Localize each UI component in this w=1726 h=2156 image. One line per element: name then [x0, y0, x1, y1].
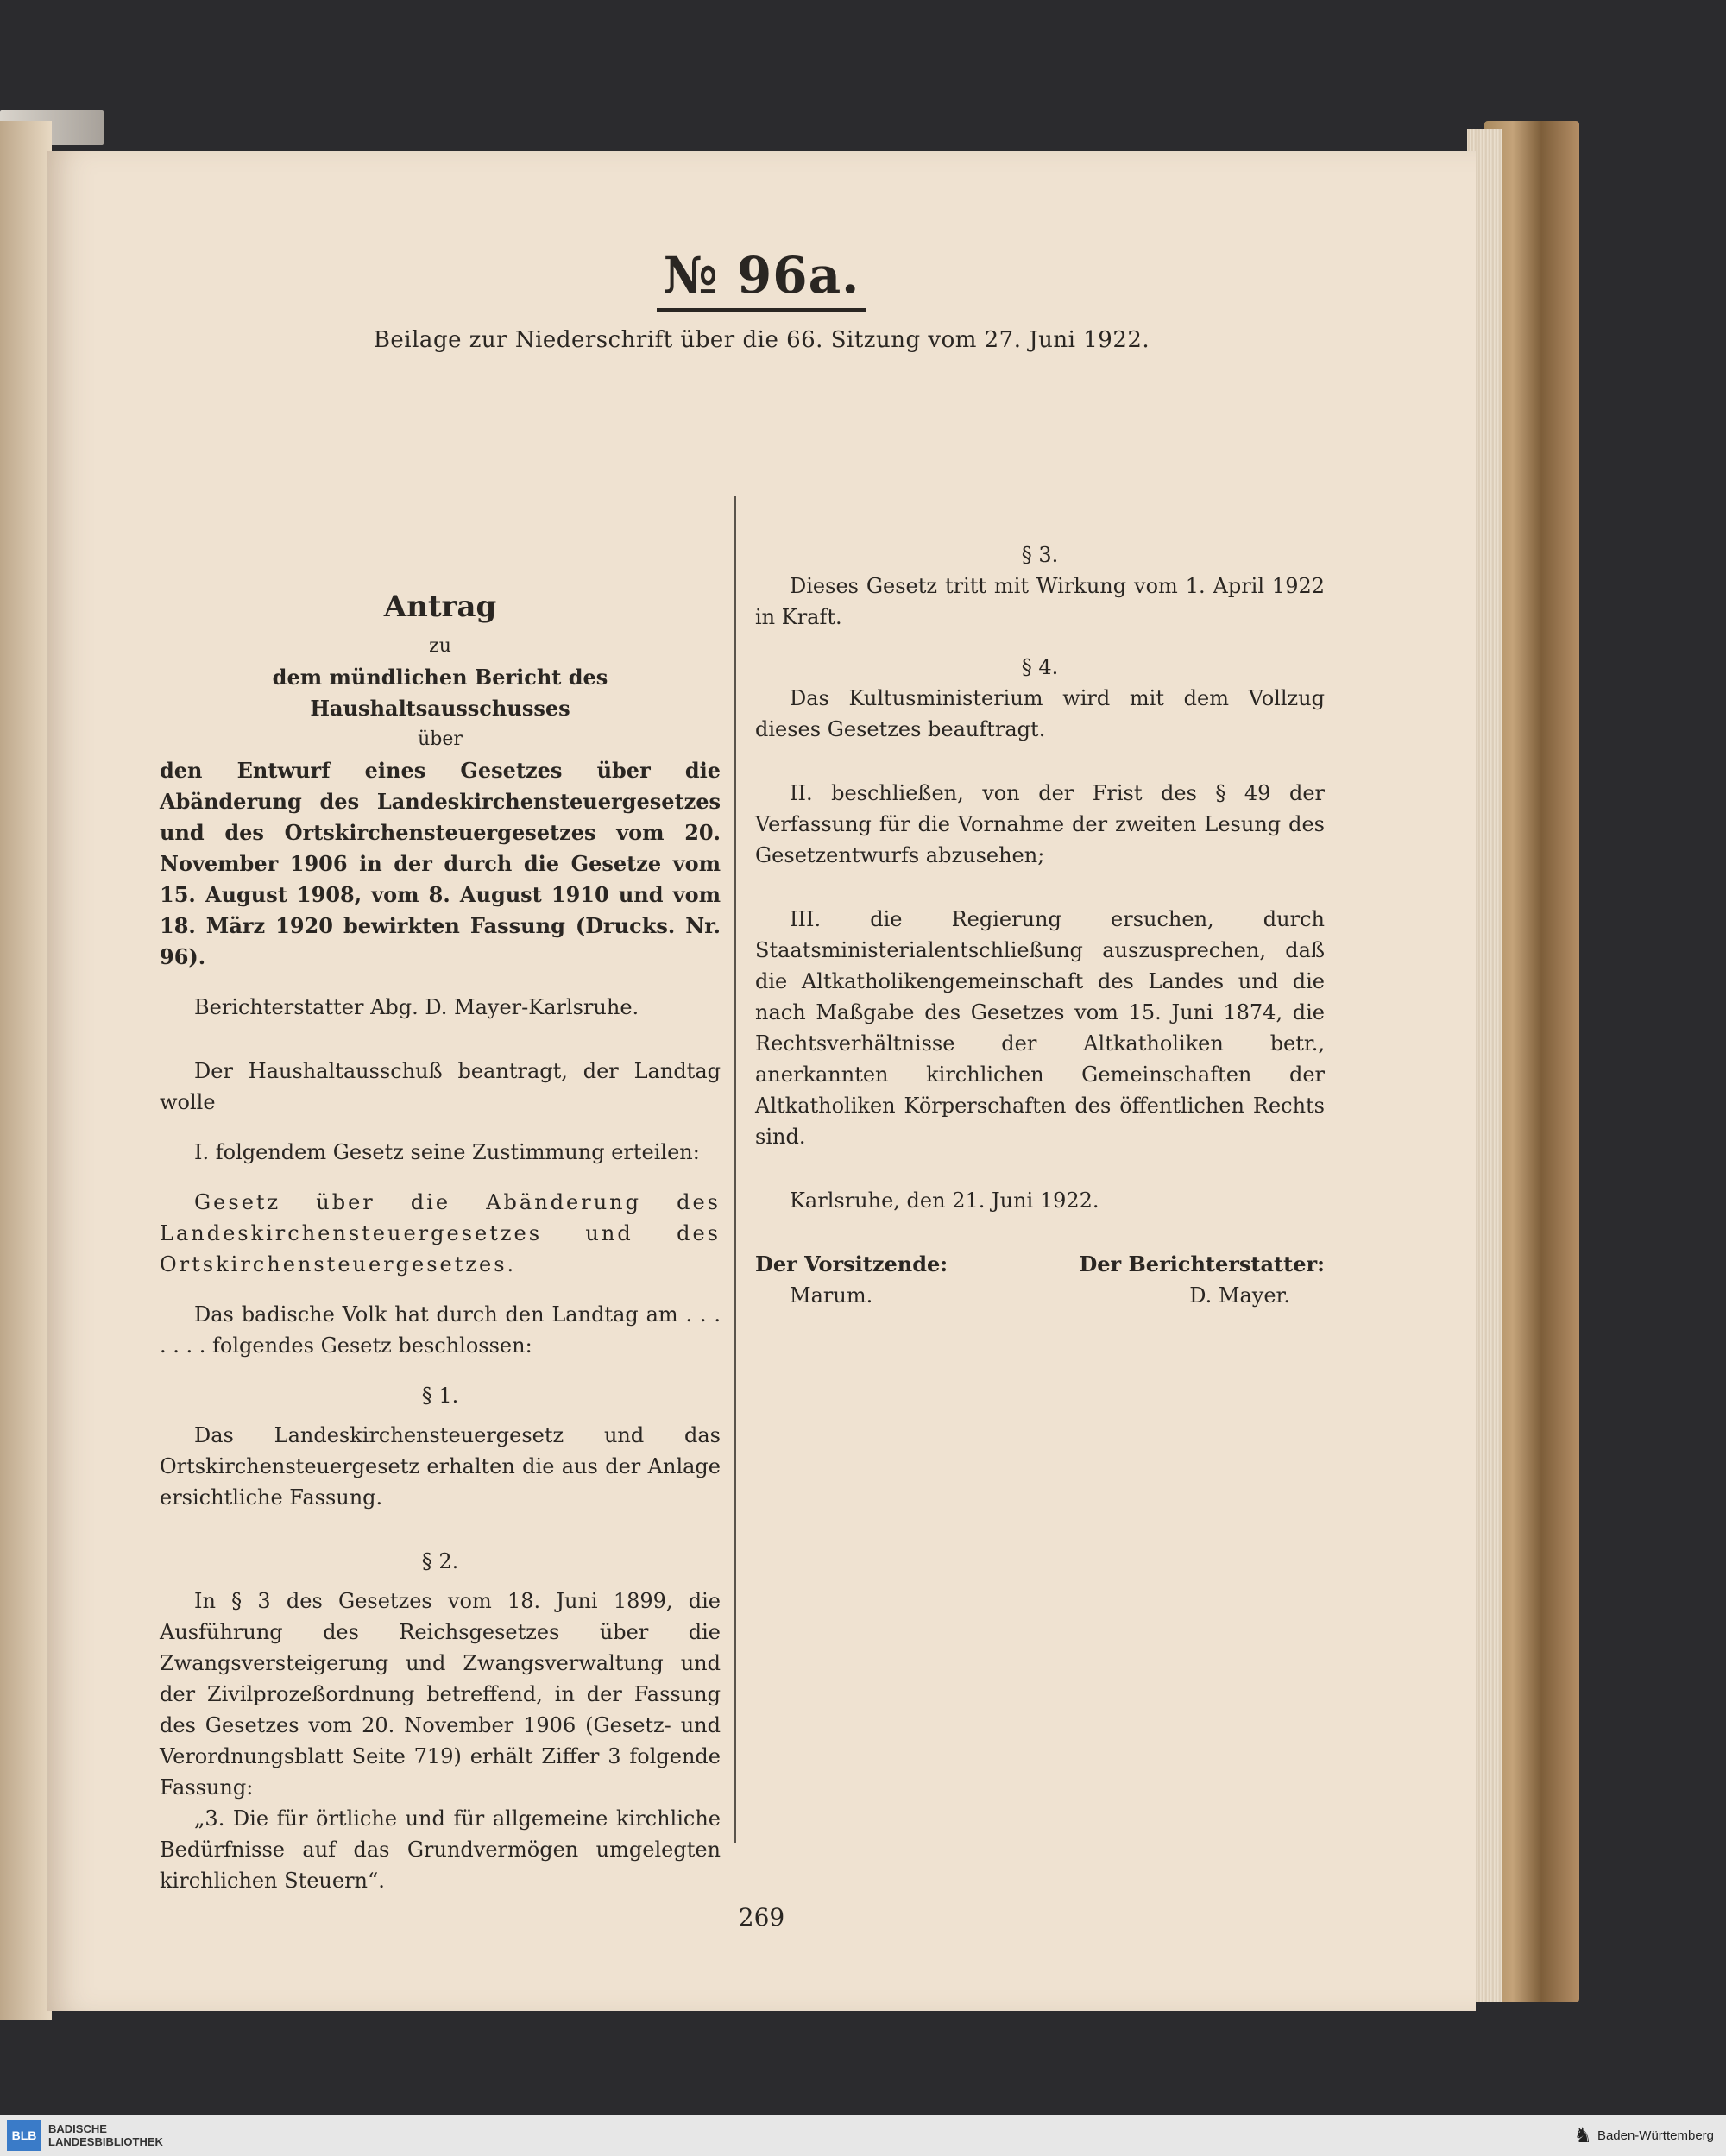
signature-labels — [755, 1249, 1325, 1280]
left-page-edge — [0, 121, 52, 2020]
right-column — [755, 539, 1325, 1311]
blb-logo-icon: BLB — [7, 2120, 41, 2151]
rapporteur-name: D. Mayer. — [1189, 1283, 1290, 1308]
signature-names — [755, 1280, 1325, 1311]
document-subtitle: Beilage zur Niederschrift über die 66. Sitzung vom 27. Juni 1922. — [373, 327, 1150, 353]
rapporteur-label: Der Berichterstatter: — [1079, 1251, 1325, 1277]
paragraph-1-heading: § 1. — [421, 1384, 459, 1408]
paragraph-2-quote: „3. Die für örtliche und für allgemeine kirchliche Bedürfnisse auf das Grundvermögen umgelegten kirchlichen Steuern“. — [160, 1806, 721, 1893]
paragraph-3-text: Dieses Gesetz tritt mit Wirkung vom 1. April 1922 in Kraft. — [755, 574, 1325, 629]
place-date: Karlsruhe, den 21. Juni 1922. — [790, 1188, 1099, 1213]
document-page — [47, 151, 1476, 2011]
chairman-name: Marum. — [790, 1283, 873, 1308]
paragraph-3-heading: § 3. — [1021, 543, 1059, 567]
footer-bar — [0, 2115, 1726, 2156]
bw-label: Baden-Württemberg — [1597, 2128, 1714, 2143]
paragraph-2-text: In § 3 des Gesetzes vom 18. Juni 1899, die Ausführung des Reichsgesetzes über die Zwangsversteigerung und Zwangsverwaltung und der Zivilprozeßordnung betreffend, in der Fassung des Gesetzes vom 20. November 1906 (Gesetz- und Verordnungsblatt Seite 719) erhält Ziffer 3 folgende Fassung: — [160, 1589, 721, 1800]
heading-antrag: Antrag — [383, 589, 497, 624]
text-zu: zu — [429, 635, 451, 657]
text-beschluss-ii: II. beschließen, von der Frist des § 49 der Verfassung für die Vornahme der zweiten Lesung des Gesetzentwurfs abzusehen; — [755, 781, 1325, 867]
text-volk: Das badische Volk hat durch den Landtag am . . . . . . . folgendes Gesetz beschlossen: — [160, 1302, 721, 1358]
blb-line-1: BADISCHE — [48, 2122, 107, 2135]
title-block — [47, 246, 1476, 353]
left-column — [160, 591, 721, 1896]
gesetz-titel: Gesetz über die Abänderung des Landeskirchensteuergesetzes und des Ortskirchensteuergesetzes. — [160, 1190, 721, 1277]
paragraph-4-text: Das Kultusministerium wird mit dem Vollzug dieses Gesetzes beauftragt. — [755, 686, 1325, 741]
bw-logo[interactable] — [1573, 2123, 1714, 2148]
text-berichterstatter: Berichterstatter Abg. D. Mayer-Karlsruhe. — [194, 995, 639, 1019]
column-divider — [734, 496, 736, 1843]
lions-crest-icon: ♞ — [1573, 2123, 1592, 2147]
text-zustimmung: I. folgendem Gesetz seine Zustimmung erteilen: — [194, 1140, 700, 1164]
paragraph-4-heading: § 4. — [1021, 655, 1059, 679]
text-entwurf: den Entwurf eines Gesetzes über die Abänderung des Landeskirchensteuergesetzes und des Ortskirchensteuergesetzes vom 20. November 1906 in der durch die Gesetze vom 15. August 1908, vom 8. August 1910 und vom 18. März 1920 bewirkten Fassung (Drucks. Nr. 96). — [160, 758, 721, 969]
text-ueber: über — [418, 728, 463, 750]
chairman-label: Der Vorsitzende: — [755, 1251, 948, 1277]
document-number: № 96a. — [657, 246, 867, 312]
page-number: 269 — [738, 1903, 785, 1932]
text-bericht: dem mündlichen Bericht des Haushaltsausschusses — [272, 665, 608, 721]
blb-logo[interactable] — [7, 2120, 163, 2151]
blb-line-2: LANDESBIBLIOTHEK — [48, 2135, 163, 2148]
text-ersuchen-iii: III. die Regierung ersuchen, durch Staatsministerialentschließung auszusprechen, daß die Altkatholikengemeinschaft des Landes und die nach Maßgabe des Gesetzes vom 15. Juni 1874, die Rechtsverhältnisse der Altkatholiken betr., anerkannten kirchlichen Gemeinschaften der Altkatholiken Körperschaften des öffentlichen Rechts sind. — [755, 907, 1325, 1149]
paragraph-1-text: Das Landeskirchensteuergesetz und das Ortskirchensteuergesetz erhalten die aus der Anlage ersichtliche Fassung. — [160, 1423, 721, 1510]
text-beantragt: Der Haushaltausschuß beantragt, der Landtag wolle — [160, 1059, 721, 1114]
paragraph-2-heading: § 2. — [421, 1549, 459, 1573]
